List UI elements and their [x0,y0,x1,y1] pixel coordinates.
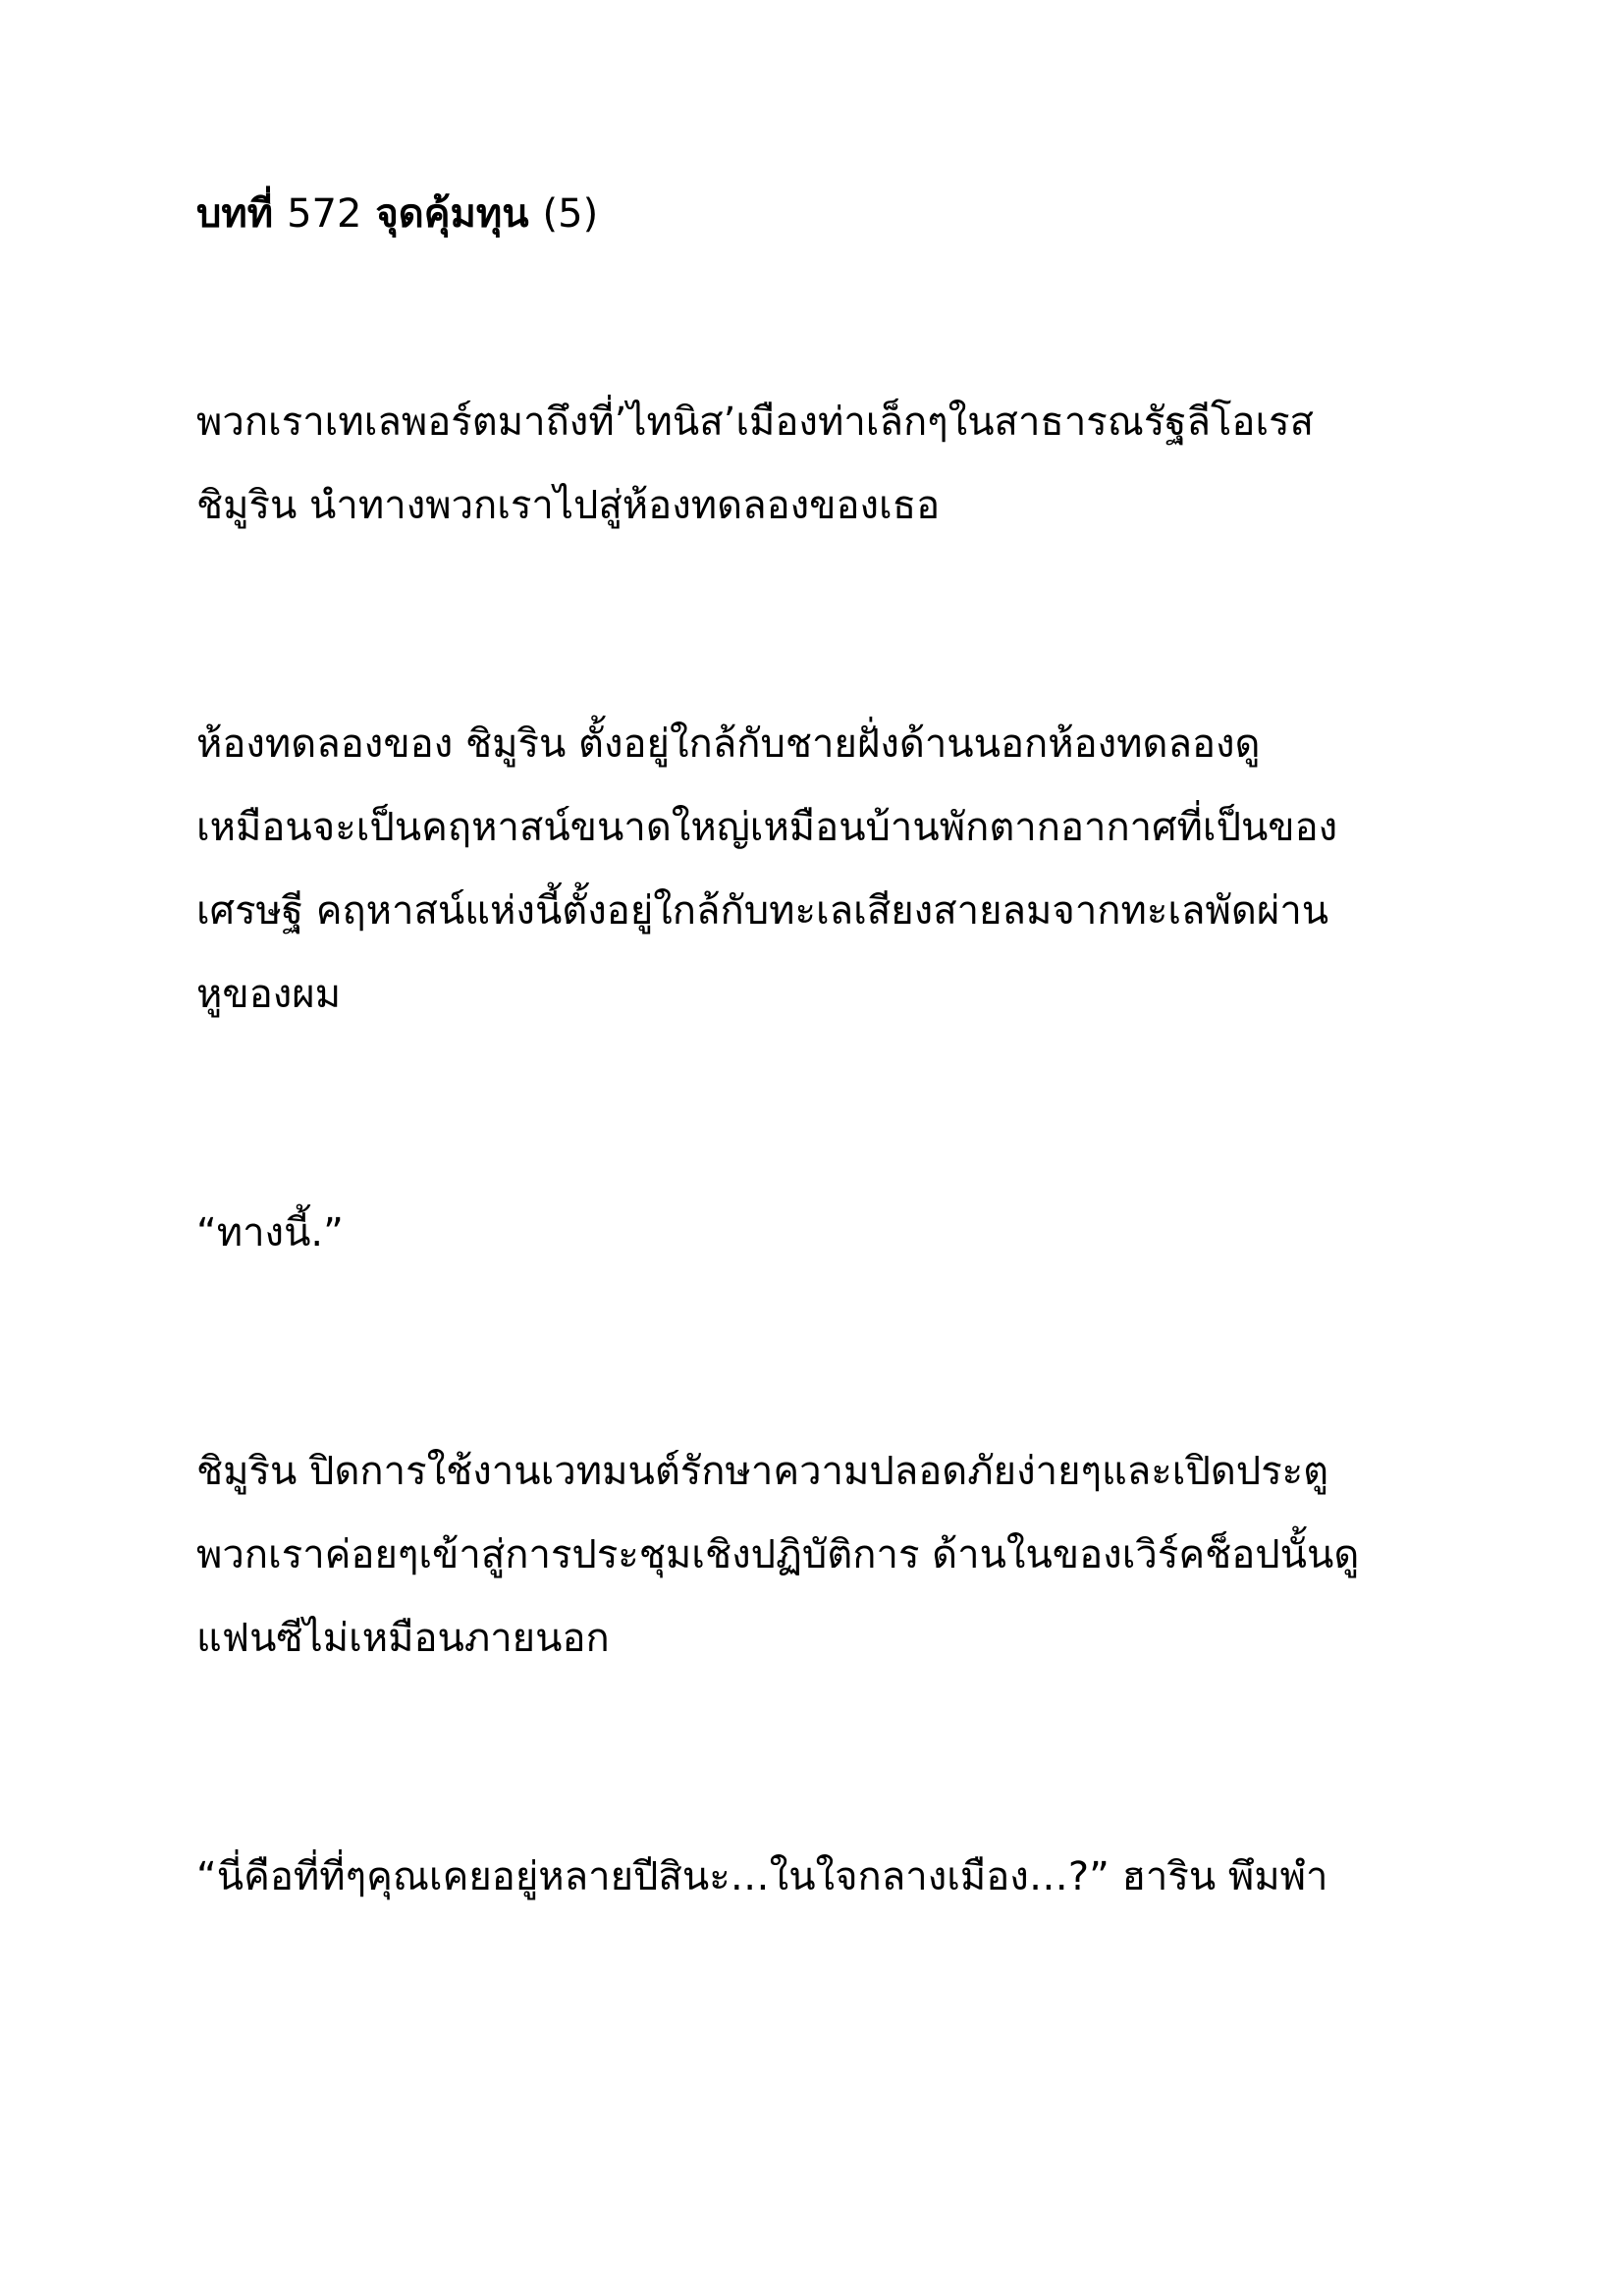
document-content [196,187,1453,2074]
paragraph-line: ชิมูริน ปิดการใช้งานเวทมนต์รักษาความปลอดภัยง่ายๆและเปิดประตู [196,1449,1329,1494]
paragraph-line: ห้องทดลองของ ชิมูริน ตั้งอยู่ใกล้กับชายฝั่งด้านนอกห้องทดลองดู [196,721,1261,767]
paragraph-line: หูของผม [196,972,342,1017]
paragraph-line: พวกเราค่อยๆเข้าสู่การประชุมเชิงปฏิบัติการ ด้านในของเวิร์คช็อปนั้นดู [196,1532,1360,1577]
paragraph-5 [196,1836,1453,1919]
paragraph-1 [196,381,1453,548]
paragraph-line: แฟนซีไม่เหมือนภายนอก [196,1616,610,1661]
paragraph-line: พวกเราเทเลพอร์ตมาถึงที่’ไทนิส’เมืองท่าเล็กๆในสาธารณรัฐลีโอเรส [196,400,1315,445]
paragraph-line: เหมือนจะเป็นคฤหาสน์ขนาดใหญ่เหมือนบ้านพักตากอากาศที่เป็นของ [196,805,1338,850]
paragraph-line: ชิมูริน นำทางพวกเราไปสู่ห้องทดลองของเธอ [196,483,941,528]
paragraph-line: เศรษฐี คฤหาสน์แห่งนี้ตั้งอยู่ใกล้กับทะเลเสียงสายลมจากทะเลพัดผ่าน [196,888,1329,934]
paragraph-2 [196,703,1453,1037]
chapter-title-number: 572 [287,191,362,237]
chapter-title [196,187,1453,241]
chapter-title-part: (5) [542,191,599,237]
paragraph-4 [196,1430,1453,1681]
paragraph-3 [196,1192,1453,1275]
paragraph-line: “ทางนี้.” [196,1210,344,1255]
chapter-title-name: จุดคุ้มทุน [375,191,529,237]
paragraph-line: “นี่คือที่ที่ๆคุณเคยอยู่หลายปีสินะ…ในใจกลางเมือง…?” ฮาริน พึมพำ [196,1854,1328,1899]
chapter-title-prefix: บทที่ [196,191,274,237]
